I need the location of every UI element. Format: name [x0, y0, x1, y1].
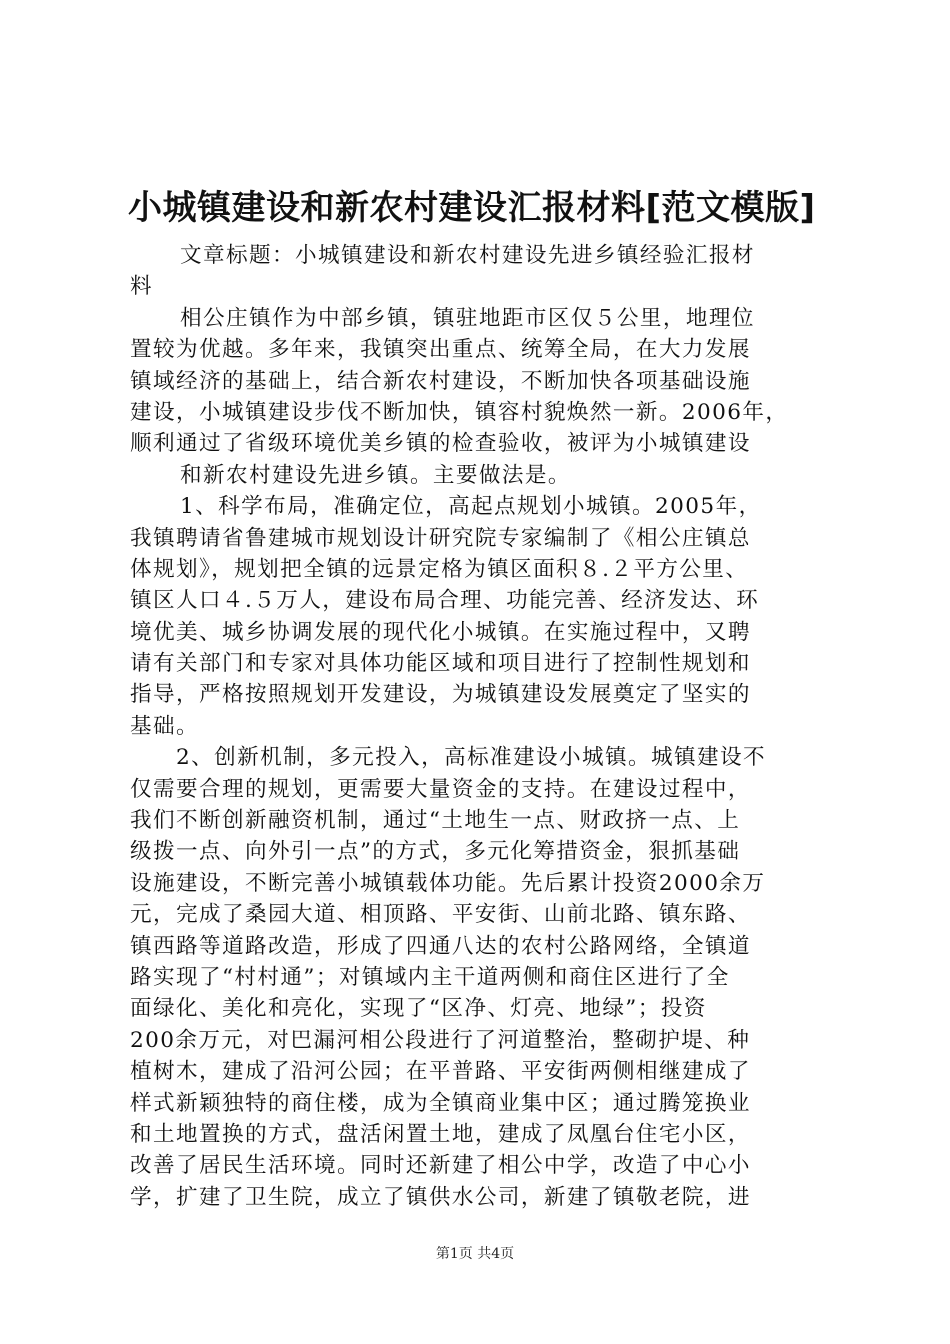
- article-title-line: 文章标题：小城镇建设和新农村建设先进乡镇经验汇报材: [180, 243, 755, 268]
- paragraph-2-line: 和土地置换的方式，盘活闲置土地，建成了凤凰台住宅小区，: [130, 1121, 751, 1147]
- page-number-footer: 第1页 共4页: [435, 1246, 515, 1262]
- document-title: 小城镇建设和新农村建设汇报材料[范文模版]: [128, 188, 816, 228]
- paragraph-1-line: 境优美、城乡协调发展的现代化小城镇。在实施过程中，又聘: [130, 619, 751, 645]
- paragraph-2-line: 样式新颖独特的商住楼，成为全镇商业集中区；通过腾笼换业: [130, 1090, 751, 1116]
- paragraph-2-line: 元，完成了桑园大道、相顶路、平安街、山前北路、镇东路、: [130, 902, 751, 928]
- paragraph-intro-line: 顺利通过了省级环境优美乡镇的检查验收，被评为小城镇建设: [130, 431, 751, 457]
- paragraph-2-line: 路实现了“村村通”；对镇域内主干道两侧和商住区进行了全: [130, 964, 730, 990]
- paragraph-1-line: 我镇聘请省鲁建城市规划设计研究院专家编制了《相公庄镇总: [130, 525, 751, 551]
- paragraph-1-line: 请有关部门和专家对具体功能区域和项目进行了控制性规划和: [130, 651, 751, 677]
- paragraph-2-line: 植树木，建成了沿河公园；在平普路、平安街两侧相继建成了: [130, 1059, 751, 1085]
- paragraph-2-line: 级拨一点、向外引一点”的方式，多元化筹措资金，狠抓基础: [130, 839, 741, 865]
- paragraph-2-line: 镇西路等道路改造，形成了四通八达的农村公路网络，全镇道: [130, 933, 751, 959]
- article-title-line-cont: 料: [130, 274, 153, 300]
- paragraph-1-line: 1、科学布局，准确定位，高起点规划小城镇。2005年，: [180, 494, 762, 520]
- paragraph-1-line: 镇区人口４.５万人，建设布局合理、功能完善、经济发达、环: [130, 588, 760, 614]
- paragraph-1-line: 体规划》，规划把全镇的远景定格为镇区面积８.２平方公里、: [130, 556, 749, 582]
- paragraph-2-line: 改善了居民生活环境。同时还新建了相公中学，改造了中心小: [130, 1153, 751, 1179]
- paragraph-intro-line: 建设，小城镇建设步伐不断加快，镇容村貌焕然一新。2006年，: [130, 399, 789, 425]
- paragraph-intro-line: 相公庄镇作为中部乡镇，镇驻地距市区仅５公里，地理位: [180, 305, 755, 331]
- paragraph-2-line: 学，扩建了卫生院，成立了镇供水公司，新建了镇敬老院，进: [130, 1184, 751, 1210]
- paragraph-2-line: 我们不断创新融资机制，通过“土地生一点、财政挤一点、上: [130, 808, 741, 834]
- document-body: [130, 240, 830, 1213]
- paragraph-1-line: 指导，严格按照规划开发建设，为城镇建设发展奠定了坚实的: [130, 682, 751, 708]
- paragraph-2-line: 面绿化、美化和亮化，实现了“区净、灯亮、地绿”；投资: [130, 996, 707, 1022]
- paragraph-1-line: 基础。: [130, 713, 199, 739]
- paragraph-intro-line: 置较为优越。多年来，我镇突出重点、统筹全局，在大力发展: [130, 337, 751, 363]
- paragraph-2-line: 仅需要合理的规划，更需要大量资金的支持。在建设过程中，: [130, 776, 751, 802]
- paragraph-2-line: 200余万元，对巴漏河相公段进行了河道整治，整砌护堤、种: [130, 1027, 751, 1053]
- paragraph-2-line: 设施建设，不断完善小城镇载体功能。先后累计投资2000余万: [130, 870, 766, 896]
- paragraph-intro-line: 和新农村建设先进乡镇。主要做法是。: [180, 462, 571, 488]
- paragraph-2-line: 2、创新机制，多元投入，高标准建设小城镇。城镇建设不: [176, 745, 766, 771]
- paragraph-intro-line: 镇域经济的基础上，结合新农村建设，不断加快各项基础设施: [130, 368, 751, 394]
